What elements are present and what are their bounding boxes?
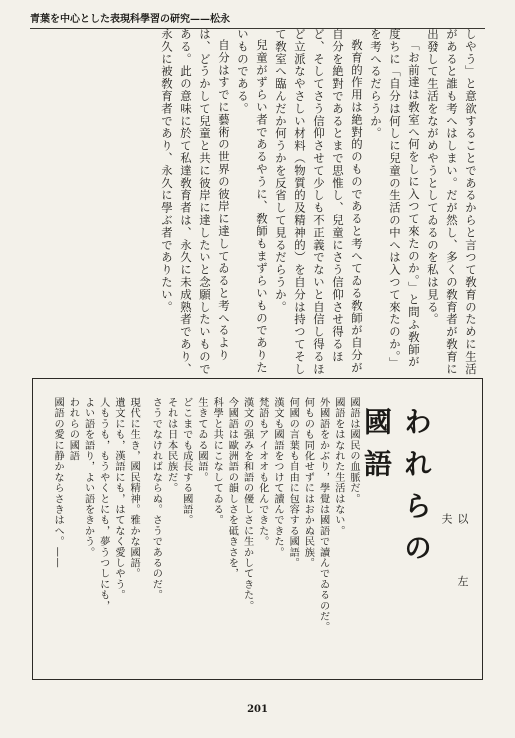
- poem-line: 今國語は歐洲語の韻しさを砥きさを，: [226, 397, 238, 579]
- paragraph: 敎育的作用は絶對的のものであると考へてゐる敎師が自分が自分を絶對であるとまで思惟し、兒童にさう信仰させ得るほど、そしてさう信仰させて少しも不正義でないと自信し得るほど立派なやさしい材料（物質的及精神的）を自分は持つてそして敎室へ臨んだか何うかを反省して見るだらうか。: [274, 28, 364, 376]
- poem-line: 國語は國民の血脈だ。: [348, 397, 359, 504]
- poem-line: 科學と共にこなしてゐる。: [211, 397, 223, 526]
- poem-line: 何國の言葉も自由に包容する國語。: [287, 397, 299, 569]
- poem-title: われらの國語: [360, 407, 433, 575]
- poem-line: 漢文の强みを和語の優しさに生かしてきた。: [241, 397, 253, 611]
- running-head: 青葉を中心とした表現科學習の研究——松永: [30, 10, 485, 29]
- stanza-break: [141, 397, 148, 667]
- poem-line: 梵語もアイオオも化んできた。: [256, 397, 268, 547]
- poem-line: 現代に生き，國民精神。雅かな國語。: [128, 397, 140, 579]
- poem-line: どこまでも成長する國語。: [180, 397, 192, 526]
- poem-line: さうでなければならぬ。さうであるのだ。: [150, 397, 162, 601]
- poem-line: 人もうも，もうやくとにも，夢うつしにも，: [97, 397, 109, 611]
- poem-line: 外國語をかぶり，學覺は國語で讀んでゐるのだ。: [317, 397, 329, 633]
- poem-line: 國語をはなれた生活はない。: [332, 397, 344, 537]
- poem-box: [32, 378, 483, 680]
- poem-body: [51, 397, 361, 667]
- poem-line: 漢文も國語をつけて讀んできた。: [271, 397, 283, 558]
- poem-line: われらの國語: [67, 397, 79, 462]
- paragraph: 「お前達は敎室へ何をしに入つて來たのか。」と問ふ敎師が度ちに「自分は何しに兒童の生活の中へは入つて來たのか。」を考へるだらうか。: [369, 28, 421, 370]
- paragraph: 兒童がずらい者であるやうに、敎師もまずらいものでありたいものである。: [236, 28, 269, 375]
- paragraph: しやう」と意欲することであるからと言つて敎育のために生活があると誰も考へはしまい。だが然し、多くの敎育者が敎育に出發して生活をながめやうとしてゐるのを私は見る。: [426, 28, 478, 376]
- page-number: 201: [247, 704, 268, 715]
- poem-line: 生きてゐる國語。: [195, 397, 207, 483]
- poem-author: 以 左 夫: [440, 513, 469, 611]
- poem-line: 遺文にも，漢語にも，はてなく愛しやう。: [112, 397, 124, 601]
- body-text: [94, 28, 480, 380]
- poem-line: それは日本民族だ。: [165, 397, 177, 494]
- paragraph: 自分はすでに藝術の世界の彼岸に達してゐると考へるよりは、どうかして兒童と共に彼岸に達したいと念願したいものである。此の意味に於て私達敎育者は、永久に未成熟者であり、永久に被敎育者であり、永久に學ぶ者でありたい。: [160, 28, 231, 376]
- poem-line: 國語の愛に静かならさきはへ。——: [52, 397, 64, 569]
- poem-line: 何ものも同化せずにはおかぬ民族。: [302, 397, 314, 569]
- poem-line: よい語を語り，よい語をきかう。: [82, 397, 94, 558]
